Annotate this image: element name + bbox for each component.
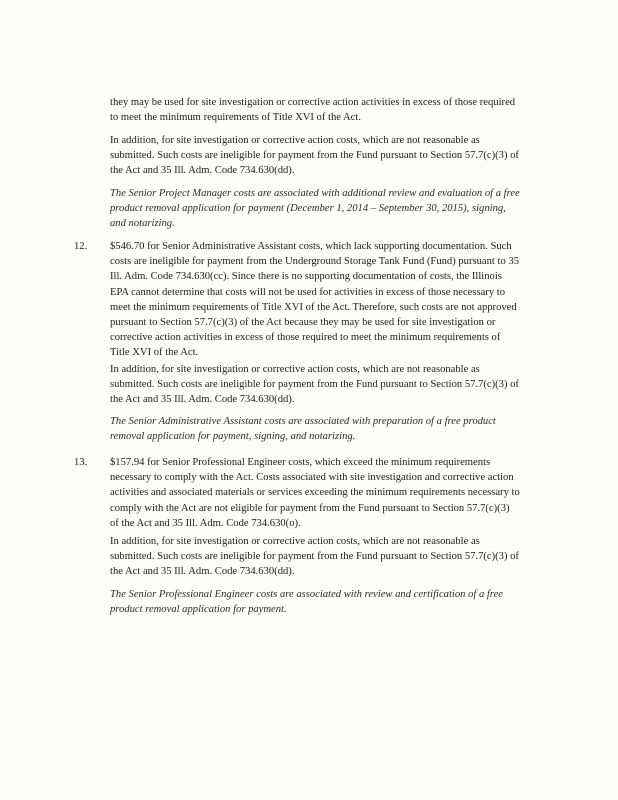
continuation-paragraph: they may be used for site investigation or corrective action activities in excess of those required to meet the minimum requirements of Title XVI of the Act.: [110, 97, 516, 124]
item-number-12: 12.: [74, 241, 88, 252]
item-number-13: 13.: [74, 457, 88, 468]
item-13-paragraph: $157.94 for Senior Professional Engineer costs, which exceed the minimum requirements necessary to comply with the Act. Costs associated with site investigation and corrective action activities and associated materials or services exceeding the minimum requirements necessary to comply with the Act are not eligible for payment from the Fund pursuant to Section 57.7(c)(3) of the Act and 35 Ill. Adm. Code 734.630(o).: [110, 457, 520, 529]
item-13-addition-paragraph: In addition, for site investigation or corrective action costs, which are not reasonable as submitted. Such costs are ineligible for payment from the Fund pursuant to Section 57.7(c)(3) of the Act and 35 Ill. Adm. Code 734.630(dd).: [110, 536, 519, 578]
item-13-note: The Senior Professional Engineer costs are associated with review and certification of a free product removal application for payment.: [110, 589, 503, 616]
continuation-note: The Senior Project Manager costs are associated with additional review and evaluation of a free product removal application for payment (December 1, 2014 – September 30, 2015), signing, and notarizing.: [110, 188, 520, 230]
continuation-addition-paragraph: In addition, for site investigation or corrective action costs, which are not reasonable as submitted. Such costs are ineligible for payment from the Fund pursuant to Section 57.7(c)(3) of the Act and 35 Ill. Adm. Code 734.630(dd).: [110, 135, 519, 177]
item-12-note: The Senior Administrative Assistant costs are associated with preparation of a free product removal application for payment, signing, and notarizing.: [110, 416, 496, 443]
item-12-paragraph: $546.70 for Senior Administrative Assistant costs, which lack supporting documentation. Such costs are ineligible for payment from the Underground Storage Tank Fund (Fund) pursuant to 35 Ill. Adm. Code 734.630(cc). Since there is no supporting documentation of costs, the Illinois EPA cannot determine that costs will not be used for activities in excess of those necessary to meet the minimum requirements of Title XVI of the Act. Therefore, such costs are not approved pursuant to Section 57.7(c)(3) of the Act because they may be used for site investigation or corrective action activities in excess of those required to meet the minimum requirements of Title XVI of the Act.: [110, 241, 520, 359]
item-12-addition-paragraph: In addition, for site investigation or corrective action costs, which are not reasonable as submitted. Such costs are ineligible for payment from the Fund pursuant to Section 57.7(c)(3) of the Act and 35 Ill. Adm. Code 734.630(dd).: [110, 364, 519, 406]
